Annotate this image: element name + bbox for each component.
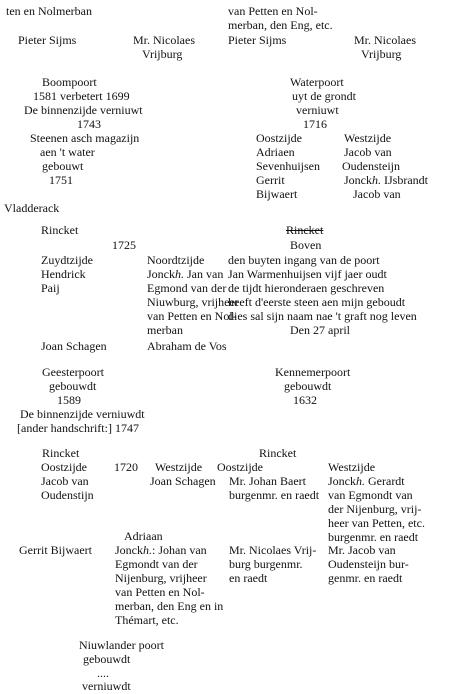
- kennemerpoort-title: Kennemerpoort: [275, 365, 351, 379]
- waterpoort-west-5: Jacob van: [353, 187, 401, 201]
- bottom-right-right-3: genmr. en raedt: [328, 571, 403, 585]
- vladderack-zuyd-1: Zuydtzijde: [41, 253, 93, 267]
- bottom-left-rincket: Rincket: [42, 446, 80, 460]
- bottom-right-west-4: der Nijenburg, vrij-: [328, 502, 422, 516]
- inscription-boven: Boven: [290, 238, 322, 252]
- bottom-right-west-1: Westzijde: [328, 460, 376, 474]
- bottom-right-mid-2: burg burgenmr.: [229, 557, 303, 571]
- right-name-nicolaes: Mr. Nicolaes: [354, 33, 416, 47]
- bottom-left-oost-1: Oostzijde: [41, 460, 87, 474]
- vladderack-noord-5: van Petten en Nol-: [147, 309, 237, 323]
- vladderack-noord-3: Egmond van der: [147, 281, 227, 295]
- waterpoort-oost-1: Oostzijde: [256, 131, 302, 145]
- bottom-right-mid-3: en raedt: [229, 571, 268, 585]
- inscription-line-1: den buyten ingang van de poort: [228, 253, 380, 267]
- inscription-rincket-struck: Rincket: [286, 223, 324, 237]
- niuwlander-gebouwdt: gebouwdt: [83, 652, 131, 666]
- right-name-vrijburg: Vrijburg: [361, 47, 402, 61]
- boompoort-water: aen 't water: [40, 145, 95, 159]
- bottom-left-oost-3: Oudenstijn: [41, 488, 94, 502]
- bottom-right-right-2: Oudensteijn bur-: [328, 557, 409, 571]
- vladderack-joan: Joan Schagen: [41, 339, 107, 353]
- top-right-line-1: van Petten en Nol-: [228, 4, 318, 18]
- vladderack-noord-1: Noordtzijde: [147, 253, 205, 267]
- waterpoort-verniuwt: verniuwt: [296, 103, 339, 117]
- vladderack-zuyd-2: Hendrick: [41, 267, 86, 281]
- bottom-right-oost-3: burgenmr. en raedt: [229, 488, 320, 502]
- waterpoort-grondt: uyt de grondt: [292, 89, 356, 103]
- bottom-left-west-2: Joan Schagen: [150, 474, 216, 488]
- bottom-left-line-7: Thémart, etc.: [115, 613, 179, 627]
- waterpoort-west-1: Westzijde: [344, 131, 392, 145]
- vladderack-noord-2: Jonckh. Jan van: [147, 267, 224, 281]
- waterpoort-year: 1716: [303, 117, 327, 131]
- bottom-left-year: 1720: [114, 460, 138, 474]
- bottom-right-west-5: heer van Petten, etc.: [328, 516, 425, 530]
- boompoort-magazijn: Steenen asch magazijn: [30, 131, 140, 145]
- niuwlander-dots: ....: [97, 666, 109, 680]
- bottom-left-line-3: Egmondt van der: [115, 557, 198, 571]
- waterpoort-west-3: Oudensteijn: [342, 159, 400, 173]
- vladderack-zuyd-3: Paij: [41, 281, 60, 295]
- bottom-left-line-4: Nijenburg, vrijheer: [115, 571, 207, 585]
- vladderack-rincket: Rincket: [41, 223, 79, 237]
- kennemerpoort-year: 1632: [293, 393, 317, 407]
- waterpoort-west-4: Jonckh. IJsbrandt: [344, 173, 428, 187]
- geesterpoort-title: Geesterpoort: [42, 365, 104, 379]
- bottom-left-gerrit: Gerrit Bijwaert: [19, 543, 92, 557]
- bottom-right-west-6: burgenmr. en raedt: [328, 530, 419, 544]
- waterpoort-oost-5: Bijwaert: [256, 187, 298, 201]
- inscription-line-2: Jan Warmenhuijsen vijf jaer oudt: [228, 267, 387, 281]
- kennemerpoort-gebouwdt: gebouwdt: [284, 379, 332, 393]
- bottom-right-west-3: van Egmondt van: [328, 488, 413, 502]
- boompoort-gebouwt: gebouwt: [42, 159, 84, 173]
- vladderack-noord-4: Niuwburg, vrijheer: [147, 295, 239, 309]
- bottom-left-line-5: van Petten en Nol-: [115, 585, 205, 599]
- bottom-left-line-6: merban, den Eng en in: [115, 599, 224, 613]
- bottom-right-rincket: Rincket: [259, 446, 297, 460]
- top-left-line: ten en Nolmerban: [6, 4, 92, 18]
- left-name-pieter: Pieter Sijms: [18, 33, 77, 47]
- niuwlander-verniuwdt: verniuwdt: [82, 679, 131, 693]
- geesterpoort-handschrift: [ander handschrift:] 1747: [17, 421, 139, 435]
- boompoort-year-2: 1751: [49, 173, 73, 187]
- waterpoort-title: Waterpoort: [290, 75, 344, 89]
- vladderack-abraham: Abraham de Vos: [147, 339, 227, 353]
- bottom-right-right-1: Mr. Jacob van: [328, 543, 396, 557]
- bottom-left-adriaan: Adriaan: [124, 529, 163, 543]
- bottom-right-west-2: Jonckh. Gerardt: [328, 474, 405, 488]
- vladderack-title: Vladderack: [4, 201, 60, 215]
- inscription-line-5: dies sal sijn naam nae 't graft nog leven: [228, 309, 417, 323]
- waterpoort-oost-3: Sevenhuijsen: [256, 159, 320, 173]
- bottom-right-oost-2: Mr. Johan Baert: [229, 474, 306, 488]
- inscription-line-4: heeft d'eerste steen aen mijn geboudt: [228, 295, 406, 309]
- boompoort-year: 1743: [77, 117, 101, 131]
- left-name-vrijburg: Vrijburg: [142, 47, 183, 61]
- bottom-left-oost-2: Jacob van: [41, 474, 89, 488]
- vladderack-year: 1725: [112, 238, 136, 252]
- waterpoort-west-2: Jacob van: [344, 145, 392, 159]
- bottom-left-jonck: Jonckh.: Johan van: [115, 543, 207, 557]
- waterpoort-oost-4: Gerrit: [256, 173, 285, 187]
- inscription-date: Den 27 april: [290, 323, 350, 337]
- waterpoort-oost-2: Adriaen: [256, 145, 295, 159]
- right-name-pieter: Pieter Sijms: [228, 33, 287, 47]
- bottom-left-west-1: Westzijde: [155, 460, 203, 474]
- bottom-right-mid-1: Mr. Nicolaes Vrij-: [229, 543, 317, 557]
- geesterpoort-inside: De binnenzijde verniuwdt: [20, 407, 145, 421]
- geesterpoort-gebouwdt: gebouwdt: [49, 379, 97, 393]
- top-right-line-2: merban, den Eng, etc.: [228, 18, 333, 32]
- geesterpoort-year: 1589: [57, 393, 81, 407]
- vladderack-noord-6: merban: [147, 323, 183, 337]
- inscription-line-3: de tijdt hieronderaen geschreven: [228, 281, 385, 295]
- left-name-nicolaes: Mr. Nicolaes: [133, 33, 195, 47]
- boompoort-title: Boompoort: [42, 75, 97, 89]
- bottom-right-oost-1: Oostzijde: [217, 460, 263, 474]
- niuwlander-title: Niuwlander poort: [79, 638, 164, 652]
- boompoort-inside: De binnenzijde verniuwt: [24, 103, 143, 117]
- boompoort-dates: 1581 verbetert 1699: [33, 89, 130, 103]
